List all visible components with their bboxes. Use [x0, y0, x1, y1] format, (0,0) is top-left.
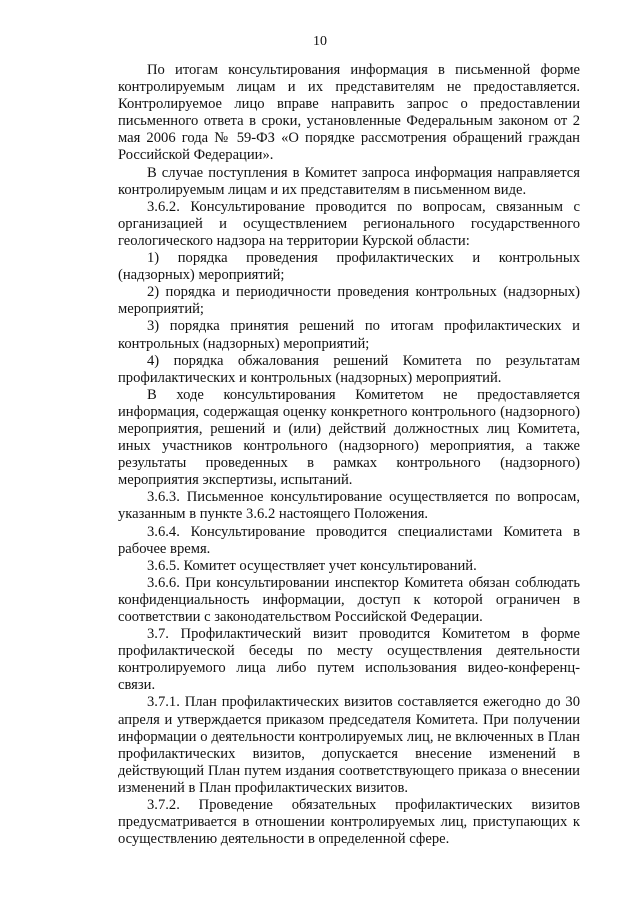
page-number: 10 — [313, 34, 327, 49]
paragraph-3-7: 3.7. Профилактический визит проводится Комитетом в форме профилактической беседы по месту осуществления деятельности контролируемого лица либо путем использования видео-конференц-связи. — [118, 626, 580, 694]
paragraph-3-6-4: 3.6.4. Консультирование проводится специалистами Комитета в рабочее время. — [118, 523, 580, 557]
paragraph-request-received: В случае поступления в Комитет запроса информация направляется контролируемым лицам и их представителям в письменном виде. — [118, 164, 580, 198]
paragraph-not-provided-info: В ходе консультирования Комитетом не предоставляется информация, содержащая оценку конкретного контрольного (надзорного) мероприятия, решений и (или) действий должностных лиц Комитета, иных участников контрольного (надзорного) мероприятия, а также результаты проведенных в рамках контрольного (надзорного) мероприятия экспертизы, испытаний. — [118, 386, 580, 489]
list-item-2: 2) порядка и периодичности проведения контрольных (надзорных) мероприятий; — [118, 284, 580, 318]
paragraph-3-6-6: 3.6.6. При консультировании инспектор Комитета обязан соблюдать конфиденциальность информации, доступ к которой ограничен в соответствии с законодательством Российской Федерации. — [118, 574, 580, 625]
list-item-4: 4) порядка обжалования решений Комитета по результатам профилактических и контрольных (надзорных) мероприятий. — [118, 352, 580, 386]
paragraph-3-7-1: 3.7.1. План профилактических визитов составляется ежегодно до 30 апреля и утверждается приказом председателя Комитета. При получении информации о деятельности контролируемых лиц, не включенных в План профилактических визитов, допускается внесение изменений в действующий План путем издания соответствующего приказа о внесении изменений в План профилактических визитов. — [118, 694, 580, 796]
paragraph-3-6-3: 3.6.3. Письменное консультирование осуществляется по вопросам, указанным в пункте 3.6.2 настоящего Положения. — [118, 489, 580, 523]
paragraph-3-6-2: 3.6.2. Консультирование проводится по вопросам, связанным с организацией и осуществлением регионального государственного геологического надзора на территории Курской области: — [118, 198, 580, 249]
paragraph-3-7-2: 3.7.2. Проведение обязательных профилактических визитов предусматривается в отношении контролируемых лиц, приступающих к осуществлению деятельности в определенной сфере. — [118, 797, 580, 848]
paragraph-3-6-5: 3.6.5. Комитет осуществляет учет консультирований. — [147, 557, 477, 574]
list-item-3: 3) порядка принятия решений по итогам профилактических и контрольных (надзорных) мероприятий; — [118, 318, 580, 352]
document-body — [118, 62, 580, 848]
paragraph-consultation-written-info: По итогам консультирования информация в письменной форме контролируемым лицам и их представителям не предоставляется. Контролируемое лицо вправе направить запрос о предоставлении письменного ответа в сроки, установленные Федеральным законом от 2 мая 2006 года № 59-ФЗ «О порядке рассмотрения обращений граждан Российской Федерации». — [118, 62, 580, 164]
list-item-1: 1) порядка проведения профилактических и контрольных (надзорных) мероприятий; — [118, 250, 580, 284]
